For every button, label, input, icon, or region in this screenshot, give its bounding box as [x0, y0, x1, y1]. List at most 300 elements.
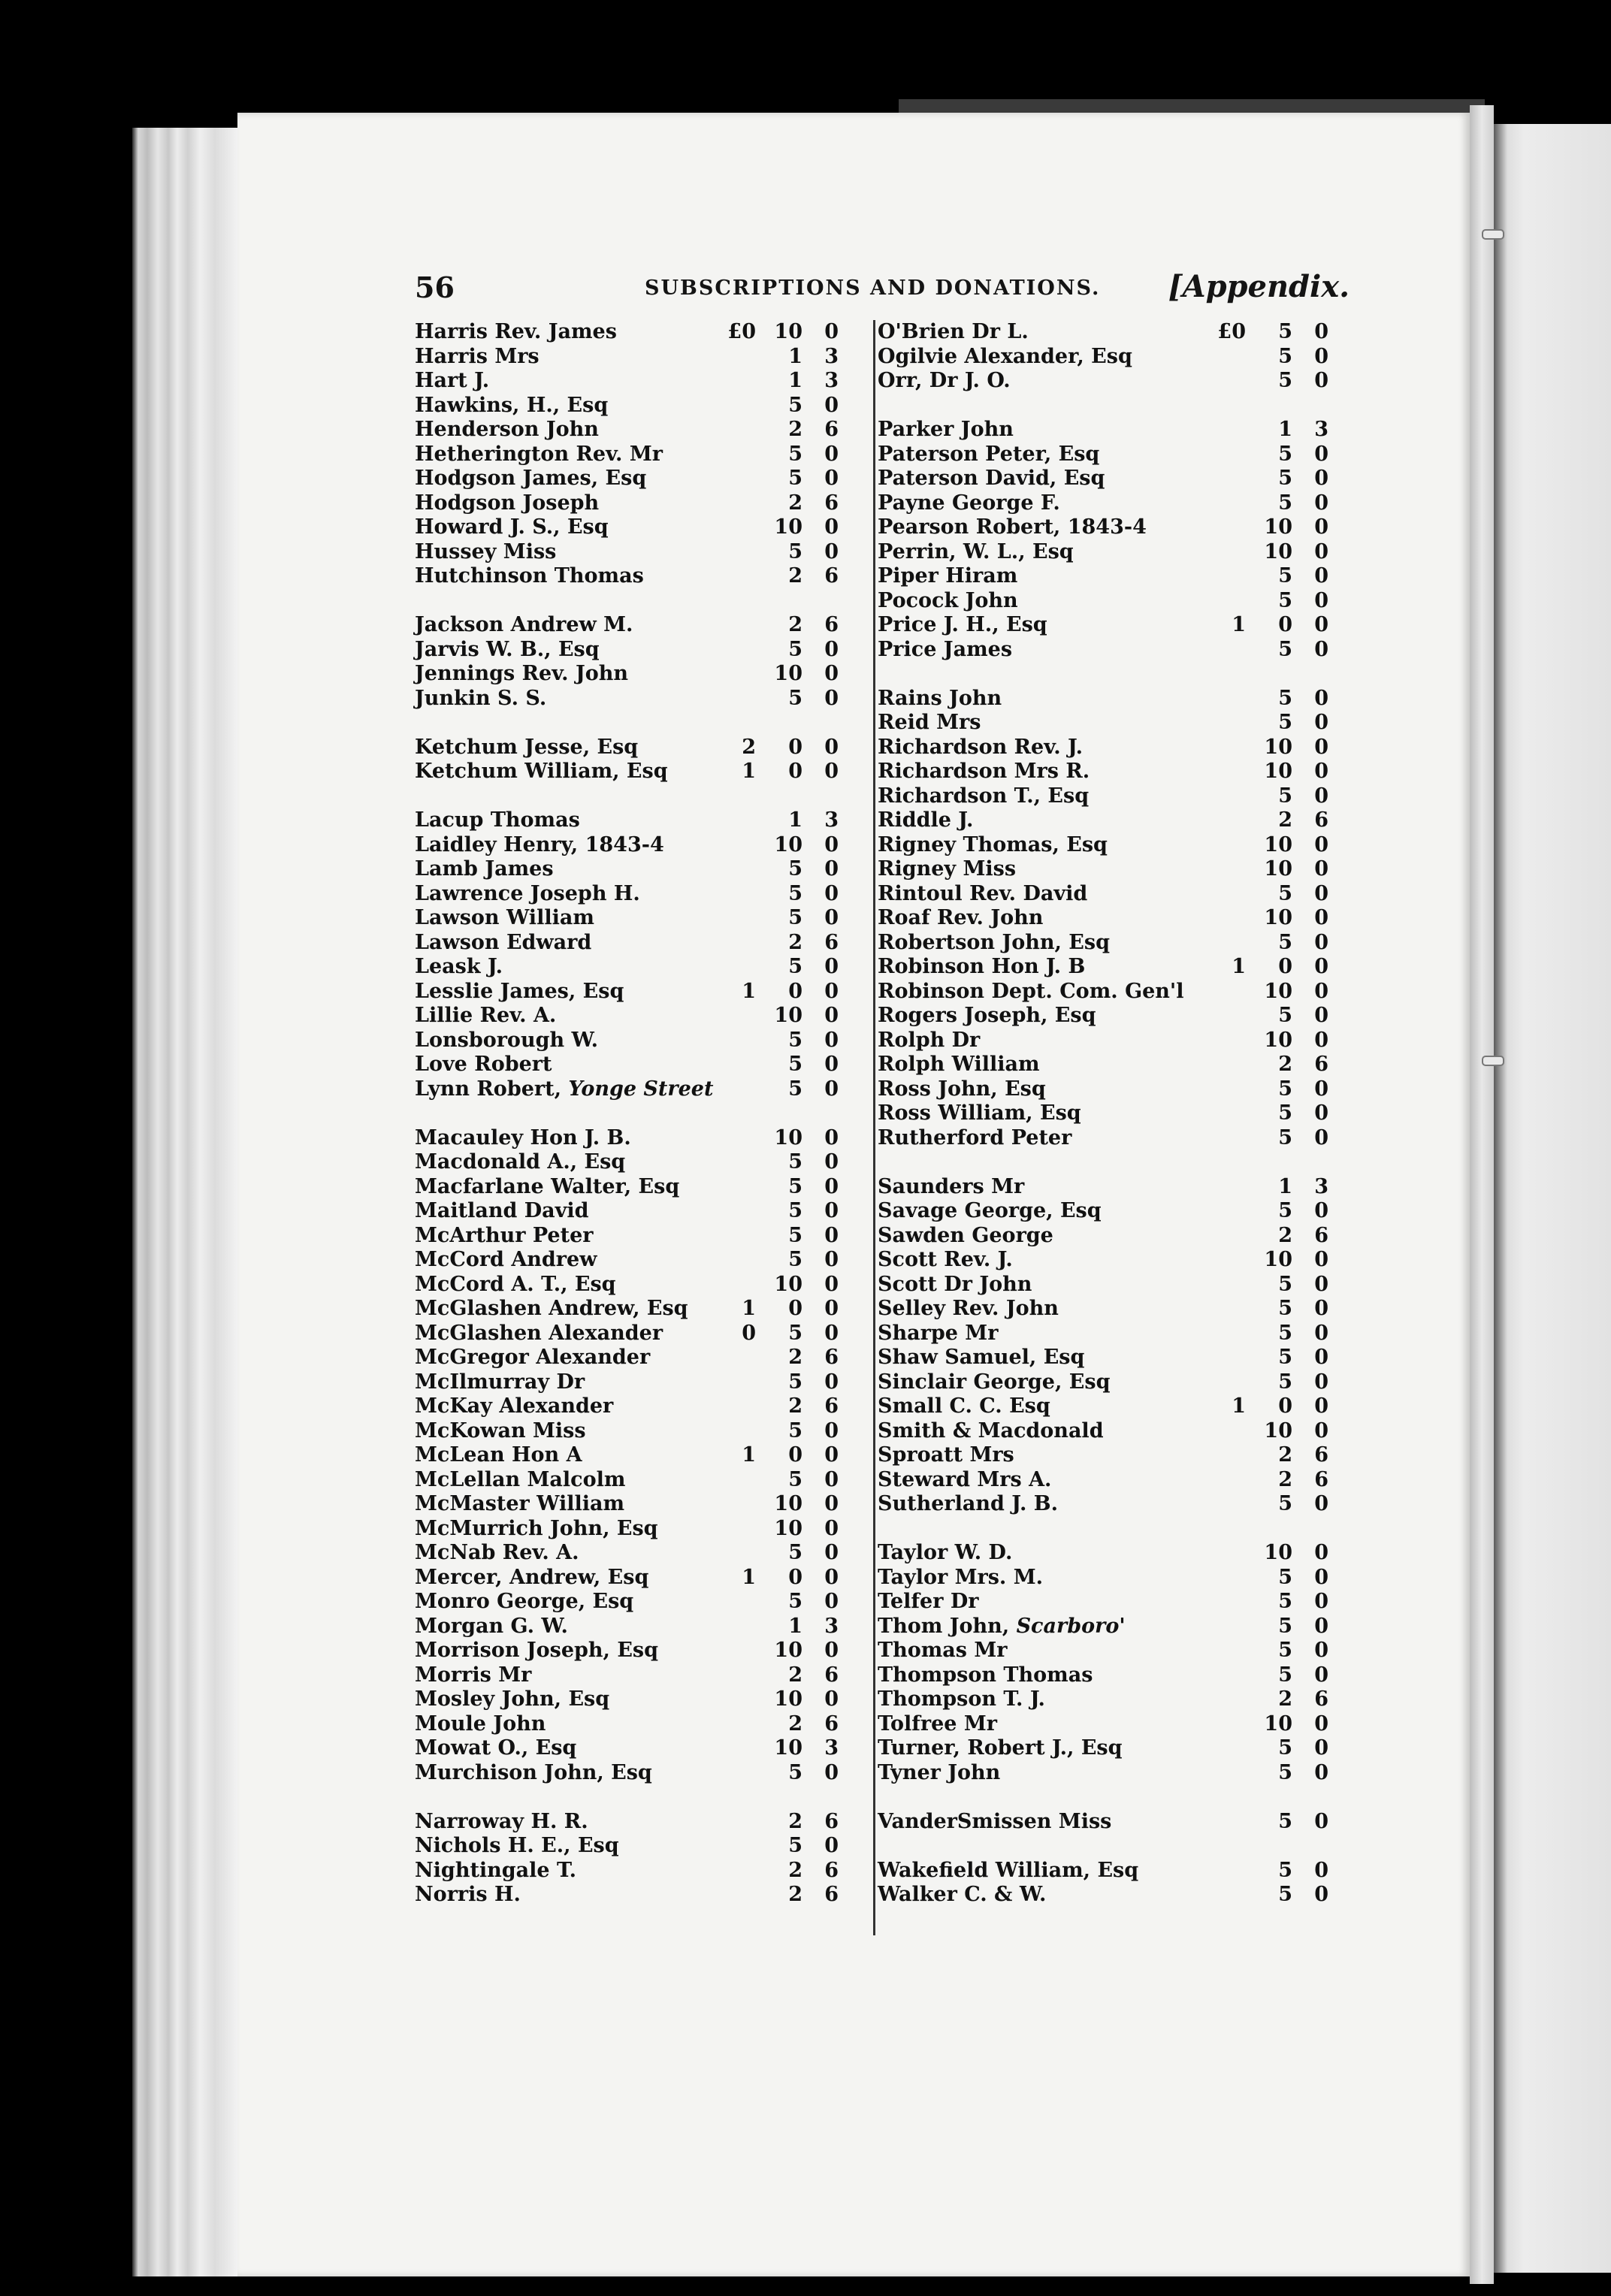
- subscriber-name: McGlashen Alexander: [415, 1321, 663, 1345]
- amount-pence: 0: [1314, 784, 1328, 808]
- amount-shillings: 0: [788, 735, 802, 759]
- amount-shillings: 5: [788, 906, 802, 929]
- subscriber-row: [878, 491, 1356, 516]
- amount-shillings: 5: [1278, 686, 1292, 710]
- amount-shillings: 5: [788, 1321, 802, 1345]
- amount-pence: 0: [824, 857, 839, 881]
- subscriber-name: Maitland David: [415, 1199, 589, 1222]
- subscriber-row: [415, 1150, 873, 1175]
- amount-pounds: 1: [742, 1443, 756, 1467]
- subscriber-note: Scarboro': [1016, 1614, 1126, 1638]
- amount-pence: 6: [824, 1711, 839, 1736]
- subscriber-name: Reid Mrs: [878, 711, 981, 734]
- subscriber-row: [415, 1394, 873, 1419]
- subscriber-name: Sharpe Mr: [878, 1321, 999, 1345]
- amount-shillings: 5: [1278, 1272, 1292, 1296]
- binding-clip-mark: [1482, 229, 1504, 240]
- subscriber-name: McGlashen Andrew, Esq: [415, 1297, 688, 1320]
- amount-pence: 3: [824, 344, 839, 368]
- amount-shillings: 1: [788, 1614, 802, 1638]
- amount-shillings: 0: [788, 1297, 802, 1320]
- subscriber-row: [415, 515, 873, 540]
- subscriber-row: [878, 1053, 1356, 1077]
- amount-shillings: 2: [788, 613, 802, 636]
- subscriber-name: Hutchinson Thomas: [415, 564, 644, 588]
- subscriber-row: [415, 1199, 873, 1224]
- subscriber-row: [415, 1663, 873, 1688]
- amount-pence: 0: [824, 1370, 839, 1394]
- amount-pence: 0: [1314, 613, 1328, 636]
- amount-pounds: £0: [727, 320, 756, 343]
- subscriber-row: [415, 320, 873, 345]
- amount-shillings: 2: [788, 930, 802, 954]
- subscriber-row: [878, 1712, 1356, 1737]
- amount-shillings: 10: [1264, 515, 1292, 539]
- subscriber-row: [878, 515, 1356, 540]
- amount-shillings: 5: [1278, 564, 1292, 588]
- subscriber-name: Mercer, Andrew, Esq: [415, 1565, 649, 1589]
- amount-pence: 6: [824, 418, 839, 441]
- amount-pence: 0: [824, 686, 839, 710]
- subscriber-name: McCord Andrew: [415, 1248, 597, 1271]
- subscriber-name: Robertson John, Esq: [878, 930, 1110, 954]
- amount-shillings: 5: [1278, 1004, 1292, 1027]
- amount-shillings: 10: [1264, 735, 1292, 759]
- subscriber-row: [878, 589, 1356, 614]
- subscriber-name: Thompson T. J.: [878, 1687, 1045, 1711]
- subscriber-row: [878, 443, 1356, 467]
- amount-pence: 0: [1314, 760, 1328, 783]
- subscriber-name: McNab Rev. A.: [415, 1541, 579, 1564]
- amount-pence: 0: [824, 442, 839, 466]
- subscriber-name: Robinson Dept. Com. Gen'l: [878, 979, 1184, 1003]
- subscriber-name: Lynn Robert, Yonge Street: [415, 1077, 714, 1101]
- amount-pence: 0: [1314, 1541, 1328, 1564]
- amount-shillings: 10: [774, 1639, 802, 1662]
- subscriber-name: Scott Rev. J.: [878, 1248, 1013, 1271]
- subscriber-name: O'Brien Dr L.: [878, 320, 1029, 343]
- subscriber-row: [878, 1394, 1356, 1419]
- amount-shillings: 5: [1278, 320, 1292, 343]
- subscriber-row: [415, 687, 873, 711]
- amount-shillings: 5: [1278, 1883, 1292, 1906]
- amount-pence: 6: [824, 1663, 839, 1687]
- subscriber-name: Sawden George: [878, 1223, 1053, 1247]
- amount-shillings: 5: [788, 442, 802, 466]
- subscriber-row: [415, 1322, 873, 1346]
- amount-shillings: 5: [788, 1541, 802, 1564]
- subscriber-name: Pocock John: [878, 588, 1018, 612]
- subscriber-row: [878, 906, 1356, 931]
- amount-pence: 0: [1314, 1858, 1328, 1882]
- subscriber-row: [415, 882, 873, 907]
- amount-pence: 0: [824, 1199, 839, 1222]
- amount-pounds: 2: [742, 735, 756, 759]
- amount-pence: 0: [824, 1443, 839, 1467]
- amount-shillings: 10: [774, 1125, 802, 1150]
- amount-shillings: 2: [1278, 1467, 1292, 1491]
- amount-shillings: 5: [788, 881, 802, 905]
- amount-pence: 0: [824, 760, 839, 783]
- subscriber-row: [878, 736, 1356, 760]
- amount-shillings: 2: [788, 1883, 802, 1906]
- subscriber-row: [878, 980, 1356, 1005]
- amount-shillings: 2: [788, 1809, 802, 1833]
- amount-shillings: 5: [788, 1028, 802, 1052]
- subscriber-name: McArthur Peter: [415, 1223, 594, 1247]
- subscriber-name: Rigney Thomas, Esq: [878, 832, 1108, 856]
- amount-shillings: 10: [1264, 1711, 1292, 1736]
- amount-shillings: 2: [788, 1858, 802, 1882]
- subscriber-row: [878, 1199, 1356, 1224]
- subscriber-name: Lacup Thomas: [415, 808, 580, 832]
- amount-pence: 0: [824, 320, 839, 343]
- subscriber-name: Riddle J.: [878, 808, 974, 832]
- subscriber-name: Rains John: [878, 686, 1002, 710]
- amount-shillings: 5: [1278, 588, 1292, 612]
- amount-pence: 0: [824, 955, 839, 978]
- amount-pounds: 0: [742, 1321, 756, 1345]
- amount-pence: 6: [824, 1858, 839, 1882]
- amount-shillings: 10: [774, 515, 802, 539]
- subscriber-name: McKay Alexander: [415, 1394, 614, 1418]
- subscriber-row: [878, 808, 1356, 833]
- subscriber-row: [878, 955, 1356, 980]
- amount-shillings: 1: [1278, 1174, 1292, 1198]
- subscriber-name: Macfarlane Walter, Esq: [415, 1174, 680, 1198]
- subscriber-row: [878, 1297, 1356, 1322]
- amount-shillings: 5: [788, 955, 802, 978]
- subscriber-name: Richardson T., Esq: [878, 784, 1090, 808]
- amount-pence: 0: [1314, 857, 1328, 881]
- subscriber-row: [878, 711, 1356, 736]
- amount-shillings: 5: [788, 1223, 802, 1247]
- amount-pence: 6: [824, 1809, 839, 1833]
- amount-shillings: 5: [788, 637, 802, 661]
- amount-shillings: 5: [1278, 711, 1292, 734]
- subscriber-name: McKowan Miss: [415, 1418, 586, 1443]
- amount-pence: 0: [1314, 1663, 1328, 1687]
- amount-pence: 0: [824, 539, 839, 563]
- amount-pence: 0: [824, 906, 839, 929]
- page-number: 56: [415, 270, 455, 304]
- subscriber-row: [878, 320, 1356, 345]
- amount-shillings: 5: [788, 1077, 802, 1101]
- amount-shillings: 0: [788, 1443, 802, 1467]
- subscriber-row: [415, 1419, 873, 1444]
- subscriber-name: Norris H.: [415, 1883, 521, 1906]
- subscriber-name: Selley Rev. John: [878, 1297, 1059, 1320]
- subscriber-name: Turner, Robert J., Esq: [878, 1736, 1123, 1760]
- amount-pence: 0: [1314, 1199, 1328, 1222]
- subscriber-row: [415, 1346, 873, 1370]
- amount-shillings: 5: [1278, 1492, 1292, 1515]
- amount-shillings: 5: [1278, 1101, 1292, 1125]
- subscriber-name: Morrison Joseph, Esq: [415, 1639, 658, 1662]
- amount-pence: 0: [1314, 881, 1328, 905]
- amount-shillings: 10: [774, 1687, 802, 1711]
- amount-shillings: 5: [1278, 1760, 1292, 1784]
- subscriber-row: [415, 1053, 873, 1077]
- amount-pence: 0: [1314, 1346, 1328, 1369]
- subscriber-row: [415, 467, 873, 491]
- amount-shillings: 0: [788, 979, 802, 1003]
- subscriber-row: [878, 784, 1356, 809]
- amount-shillings: 2: [1278, 808, 1292, 832]
- amount-pence: 0: [824, 1418, 839, 1443]
- subscriber-row: [415, 906, 873, 931]
- subscriber-row: [878, 1175, 1356, 1200]
- subscriber-row: [878, 1370, 1356, 1395]
- subscriber-name: Love Robert: [415, 1053, 552, 1076]
- amount-pence: 0: [824, 832, 839, 856]
- subscriber-row: [415, 808, 873, 833]
- amount-pence: 0: [824, 1272, 839, 1296]
- amount-shillings: 5: [1278, 1639, 1292, 1662]
- amount-pence: 0: [824, 1687, 839, 1711]
- amount-shillings: 1: [788, 808, 802, 832]
- subscriber-name: McMaster William: [415, 1492, 625, 1515]
- amount-shillings: 0: [788, 760, 802, 783]
- amount-shillings: 10: [774, 1516, 802, 1540]
- subscriber-row: [878, 857, 1356, 882]
- subscriber-row: [878, 1346, 1356, 1370]
- amount-pence: 0: [824, 1125, 839, 1150]
- subscriber-name: Paterson David, Esq: [878, 467, 1105, 490]
- amount-pence: 0: [1314, 930, 1328, 954]
- amount-pence: 0: [1314, 686, 1328, 710]
- subscriber-name: McIlmurray Dr: [415, 1370, 585, 1394]
- subscriber-name: Hawkins, H., Esq: [415, 393, 609, 417]
- amount-shillings: 5: [1278, 930, 1292, 954]
- subscriber-name: Sutherland J. B.: [878, 1492, 1058, 1515]
- subscriber-row: [878, 833, 1356, 858]
- amount-pence: 0: [824, 979, 839, 1003]
- subscriber-name: Price J. H., Esq: [878, 613, 1047, 636]
- subscriber-row: [415, 1517, 873, 1542]
- subscriber-row: [878, 1077, 1356, 1102]
- subscriber-name: Harris Rev. James: [415, 320, 617, 343]
- amount-shillings: 5: [1278, 881, 1292, 905]
- amount-shillings: 5: [788, 857, 802, 881]
- subscriber-name: Paterson Peter, Esq: [878, 442, 1100, 466]
- subscriber-row: [415, 1639, 873, 1663]
- amount-pence: 0: [824, 1321, 839, 1345]
- subscriber-row: [415, 1273, 873, 1298]
- amount-pence: 0: [1314, 344, 1328, 368]
- subscriber-name: Harris Mrs: [415, 344, 540, 368]
- amount-pence: 3: [1314, 1174, 1328, 1198]
- subscriber-row: [878, 1004, 1356, 1029]
- subscriber-row: [415, 369, 873, 394]
- amount-pence: 0: [1314, 442, 1328, 466]
- subscriber-name: Junkin S. S.: [415, 686, 547, 710]
- subscriber-name: Rintoul Rev. David: [878, 881, 1088, 905]
- subscriber-row: [878, 931, 1356, 956]
- subscriber-name: Rigney Miss: [878, 857, 1017, 881]
- amount-pence: 0: [824, 1492, 839, 1515]
- amount-pence: 6: [824, 1346, 839, 1369]
- subscriber-row: [415, 1175, 873, 1200]
- amount-pounds: 1: [742, 760, 756, 783]
- amount-shillings: 2: [788, 491, 802, 515]
- amount-shillings: 5: [1278, 1321, 1292, 1345]
- amount-shillings: 5: [1278, 1858, 1292, 1882]
- subscriber-name: Howard J. S., Esq: [415, 515, 609, 539]
- subscriber-row: [878, 1761, 1356, 1786]
- amount-pounds: 1: [742, 979, 756, 1003]
- subscriber-name: Lawrence Joseph H.: [415, 881, 640, 905]
- facing-page-edge: [1494, 124, 1611, 2273]
- subscriber-name: Leask J.: [415, 955, 503, 978]
- subscriber-row: [878, 467, 1356, 491]
- amount-shillings: 5: [788, 1834, 802, 1857]
- amount-shillings: 1: [1278, 418, 1292, 441]
- amount-shillings: 2: [788, 1711, 802, 1736]
- amount-pence: 3: [824, 1614, 839, 1638]
- amount-pence: 0: [1314, 979, 1328, 1003]
- subscriber-row: [878, 345, 1356, 370]
- subscriber-name: VanderSmissen Miss: [878, 1809, 1112, 1833]
- amount-pence: 6: [1314, 1687, 1328, 1711]
- subscriber-row: [415, 1468, 873, 1493]
- subscriber-row: [415, 491, 873, 516]
- amount-shillings: 0: [1278, 955, 1292, 978]
- subscriber-name: Smith & Macdonald: [878, 1418, 1104, 1443]
- subscriber-name: Taylor Mrs. M.: [878, 1565, 1043, 1589]
- amount-pence: 0: [1314, 1248, 1328, 1271]
- amount-shillings: 2: [1278, 1687, 1292, 1711]
- amount-shillings: 10: [1264, 906, 1292, 929]
- subscriber-row: [415, 1566, 873, 1591]
- subscriber-row: [878, 1419, 1356, 1444]
- amount-pence: 0: [1314, 832, 1328, 856]
- subscriber-row: [415, 1224, 873, 1249]
- amount-pence: 0: [1314, 564, 1328, 588]
- subscriber-row: [878, 1566, 1356, 1591]
- subscriber-name: McMurrich John, Esq: [415, 1516, 658, 1540]
- subscriber-name: Savage George, Esq: [878, 1199, 1102, 1222]
- book-spine-left-edge: [132, 128, 237, 2276]
- subscriber-row: [878, 638, 1356, 663]
- amount-shillings: 5: [1278, 1736, 1292, 1760]
- amount-shillings: 10: [774, 1492, 802, 1515]
- amount-pence: 0: [824, 1467, 839, 1491]
- amount-shillings: 5: [788, 1248, 802, 1271]
- amount-pence: 0: [824, 1760, 839, 1784]
- subscriber-name: Murchison John, Esq: [415, 1760, 652, 1784]
- list-spacer: [415, 589, 873, 614]
- subscriber-name: Narroway H. R.: [415, 1809, 588, 1833]
- subscriber-name: Robinson Hon J. B: [878, 955, 1086, 978]
- subscriber-row: [415, 736, 873, 760]
- amount-shillings: 5: [1278, 467, 1292, 490]
- amount-pence: 0: [1314, 1614, 1328, 1638]
- amount-shillings: 10: [1264, 1418, 1292, 1443]
- subscriber-name: McGregor Alexander: [415, 1346, 651, 1369]
- amount-pence: 0: [1314, 1565, 1328, 1589]
- subscriber-row: [415, 1077, 873, 1102]
- subscriber-row: [878, 1639, 1356, 1663]
- amount-shillings: 5: [788, 1053, 802, 1076]
- amount-shillings: 5: [788, 1418, 802, 1443]
- amount-pence: 0: [824, 1174, 839, 1198]
- subscriber-name: Mosley John, Esq: [415, 1687, 610, 1711]
- subscriber-name: Macauley Hon J. B.: [415, 1125, 631, 1150]
- subscriber-name: Lawson William: [415, 906, 594, 929]
- amount-pence: 0: [1314, 1004, 1328, 1027]
- amount-pence: 0: [824, 1004, 839, 1027]
- subscriber-row: [415, 955, 873, 980]
- amount-pence: 0: [1314, 1418, 1328, 1443]
- subscriber-name: Roaf Rev. John: [878, 906, 1044, 929]
- amount-shillings: 0: [1278, 1394, 1292, 1418]
- subscriber-name: Henderson John: [415, 418, 599, 441]
- subscriber-name: Lawson Edward: [415, 930, 592, 954]
- subscriber-row: [415, 1248, 873, 1273]
- amount-pence: 0: [824, 1565, 839, 1589]
- amount-pence: 6: [824, 564, 839, 588]
- amount-pence: 3: [824, 369, 839, 392]
- subscriber-row: [415, 1541, 873, 1566]
- amount-shillings: 5: [788, 1590, 802, 1613]
- subscriber-name: McLean Hon A: [415, 1443, 582, 1467]
- subscriber-name: Pearson Robert, 1843-4: [878, 515, 1147, 539]
- subscriber-row: [878, 1322, 1356, 1346]
- subscriber-name: Morgan G. W.: [415, 1614, 568, 1638]
- subscriber-name: Mowat O., Esq: [415, 1736, 577, 1760]
- subscriber-name: Thom John, Scarboro': [878, 1614, 1126, 1638]
- amount-shillings: 2: [1278, 1223, 1292, 1247]
- amount-shillings: 2: [1278, 1053, 1292, 1076]
- amount-pence: 0: [1314, 1272, 1328, 1296]
- subscriber-name: Jennings Rev. John: [415, 662, 629, 685]
- subscriber-row: [878, 1883, 1356, 1908]
- amount-shillings: 10: [774, 1004, 802, 1027]
- subscriber-row: [415, 1615, 873, 1639]
- subscriber-row: [415, 1687, 873, 1712]
- amount-pence: 0: [1314, 1028, 1328, 1052]
- list-spacer: [878, 1150, 1356, 1175]
- subscriber-row: [415, 857, 873, 882]
- amount-pounds: 1: [1232, 955, 1246, 978]
- subscriber-name: Nichols H. E., Esq: [415, 1834, 619, 1857]
- subscriber-row: [415, 1712, 873, 1737]
- subscriber-name: Rutherford Peter: [878, 1125, 1072, 1150]
- subscriber-row: [415, 1004, 873, 1029]
- subscriber-name: Lamb James: [415, 857, 554, 881]
- subscriber-row: [878, 564, 1356, 589]
- amount-pence: 0: [1314, 735, 1328, 759]
- subscriber-name: Lonsborough W.: [415, 1028, 599, 1052]
- subscriber-name: Scott Dr John: [878, 1272, 1032, 1296]
- amount-shillings: 10: [1264, 1541, 1292, 1564]
- subscriber-row: [415, 760, 873, 784]
- subscriber-row: [878, 1590, 1356, 1615]
- subscriber-row: [415, 1761, 873, 1786]
- amount-pence: 0: [1314, 1492, 1328, 1515]
- amount-shillings: 5: [788, 1199, 802, 1222]
- subscriber-row: [878, 1492, 1356, 1517]
- amount-shillings: 1: [788, 369, 802, 392]
- subscriber-row: [878, 882, 1356, 907]
- subscriber-row: [878, 369, 1356, 394]
- subscriber-name: Thompson Thomas: [878, 1663, 1093, 1687]
- amount-shillings: 5: [1278, 1590, 1292, 1613]
- amount-pence: 0: [1314, 467, 1328, 490]
- amount-pence: 0: [1314, 1883, 1328, 1906]
- section-label: [Appendix.: [1168, 269, 1350, 304]
